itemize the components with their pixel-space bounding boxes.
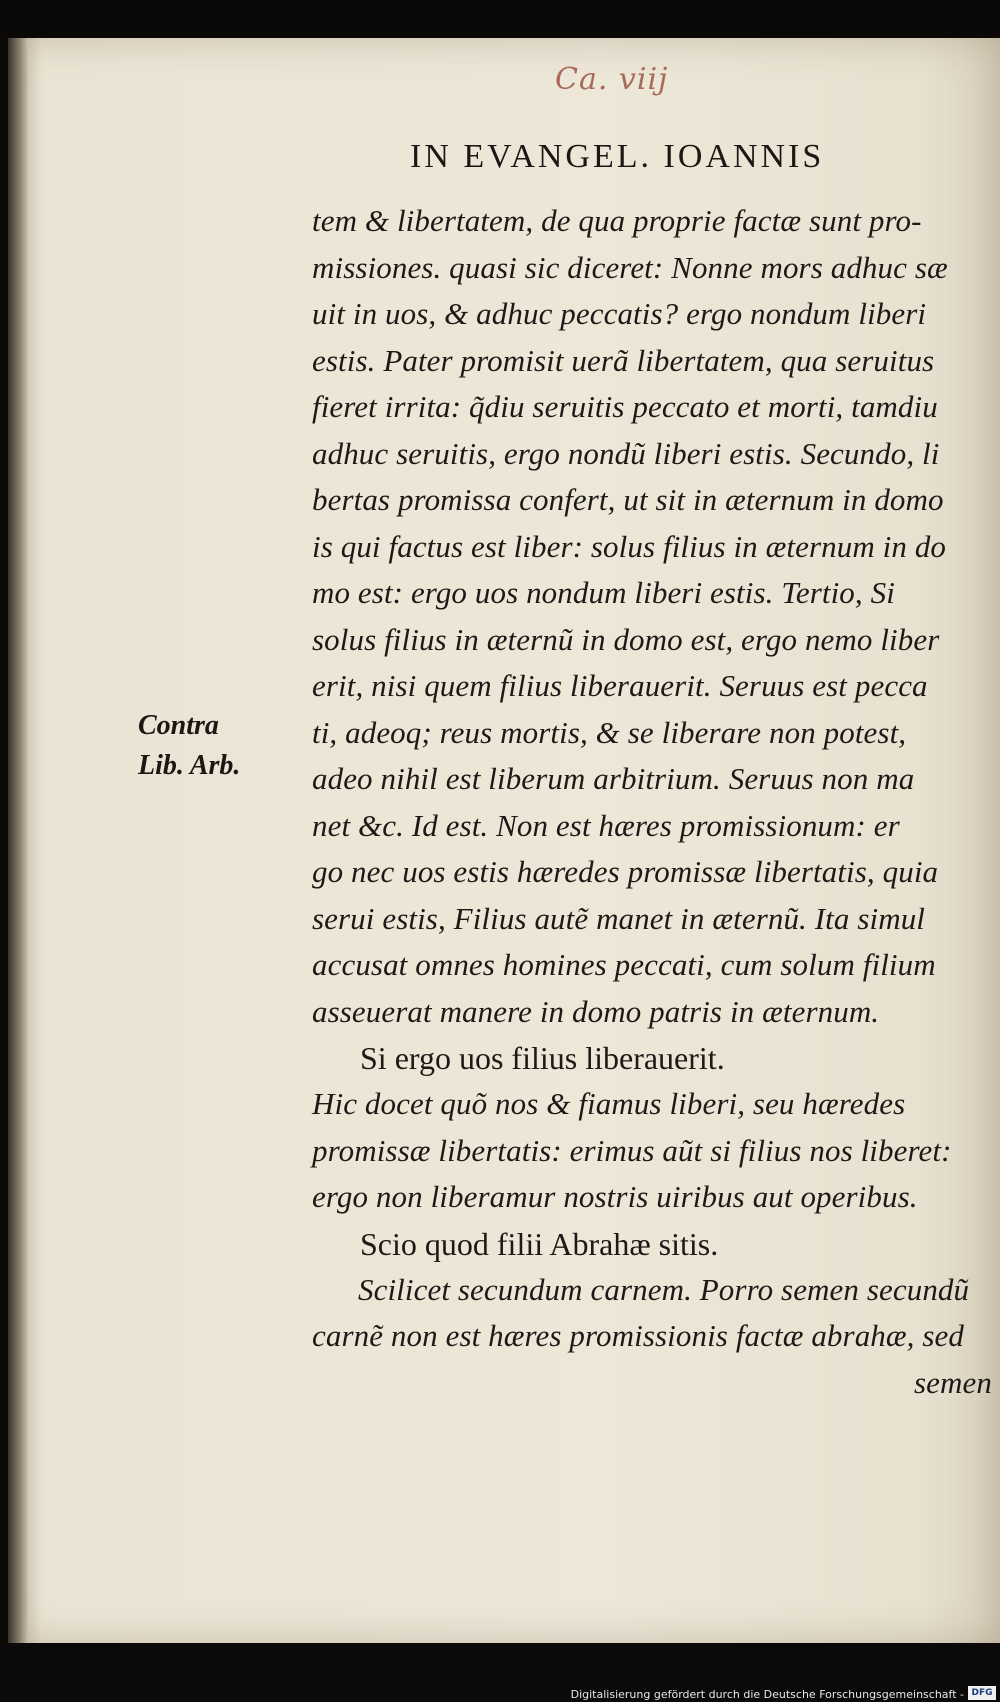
text-line: is qui factus est liber: solus filius in æternum in do bbox=[312, 528, 947, 564]
footer-credit: Digitalisierung gefördert durch die Deutsche Forschungsgemeinschaft - bbox=[570, 1688, 964, 1701]
text-line: uit in uos, & adhuc peccatis? ergo nondum liberi bbox=[312, 296, 927, 331]
handwritten-annotation: Ca. viij bbox=[555, 62, 669, 97]
text-line: missiones. quasi sic diceret: Nonne mors adhuc sæ bbox=[312, 249, 948, 285]
text-line: adeo nihil est liberum arbitrium. Seruus non ma bbox=[312, 761, 915, 796]
text-line: estis. Pater promisit uerã libertatem, qua seruitus bbox=[312, 342, 935, 378]
text-line: Scilicet secundum carnem. Porro semen secundũ bbox=[358, 1271, 970, 1307]
text-line: mo est: ergo uos nondum liberi estis. Tertio, Si bbox=[312, 575, 895, 610]
lemma-heading: Si ergo uos filius liberauerit. bbox=[360, 1040, 725, 1076]
text-line: ti, adeoq; reus mortis, & se liberare non potest, bbox=[312, 714, 907, 750]
text-line: asseuerat manere in domo patris in æternum. bbox=[312, 993, 880, 1029]
text-line: fieret irrita: q̃diu seruitis peccato et morti, tamdiu bbox=[312, 389, 938, 424]
text-line: promissæ libertatis: erimus aũt si filius nos liberet: bbox=[312, 1132, 952, 1168]
text-line: ergo non liberamur nostris uiribus aut operibus. bbox=[312, 1179, 918, 1214]
running-head: IN EVANGEL. IOANNIS bbox=[410, 138, 825, 175]
text-line: bertas promissa confert, ut sit in æternum in domo bbox=[312, 482, 944, 517]
lemma-heading: Scio quod filii Abrahæ sitis. bbox=[360, 1225, 719, 1262]
catchword: semen bbox=[914, 1364, 992, 1400]
text-line: carnẽ non est hæres promissionis factæ abrahæ, sed bbox=[312, 1318, 964, 1353]
text-line: erit, nisi quem filius liberauerit. Seruus est pecca bbox=[312, 668, 928, 703]
text-line: serui estis, Filius autẽ manet in æternũ. Ita simul bbox=[312, 900, 926, 936]
text-line: accusat omnes homines peccati, cum solum filium bbox=[312, 947, 936, 982]
margin-note-line: Lib. Arb. bbox=[138, 750, 241, 781]
text-line: Hic docet quõ nos & fiamus liberi, seu hæredes bbox=[312, 1086, 906, 1121]
margin-note bbox=[138, 706, 240, 786]
scan-border bbox=[0, 0, 1000, 38]
margin-note-line: Contra bbox=[138, 710, 219, 741]
text-line: solus filius in æternũ in domo est, ergo nemo liber bbox=[312, 621, 940, 657]
text-line: adhuc seruitis, ergo nondũ liberi estis. Secundo, li bbox=[312, 435, 940, 471]
page-gutter-edge bbox=[8, 38, 28, 1643]
text-line: tem & libertatem, de qua proprie factæ sunt pro- bbox=[312, 203, 922, 238]
text-line: go nec uos estis hæredes promissæ libertatis, quia bbox=[312, 854, 939, 889]
text-line: net &c. Id est. Non est hæres promissionum: er bbox=[312, 807, 900, 843]
dfg-logo: DFG bbox=[968, 1686, 996, 1700]
main-text bbox=[312, 198, 992, 1406]
